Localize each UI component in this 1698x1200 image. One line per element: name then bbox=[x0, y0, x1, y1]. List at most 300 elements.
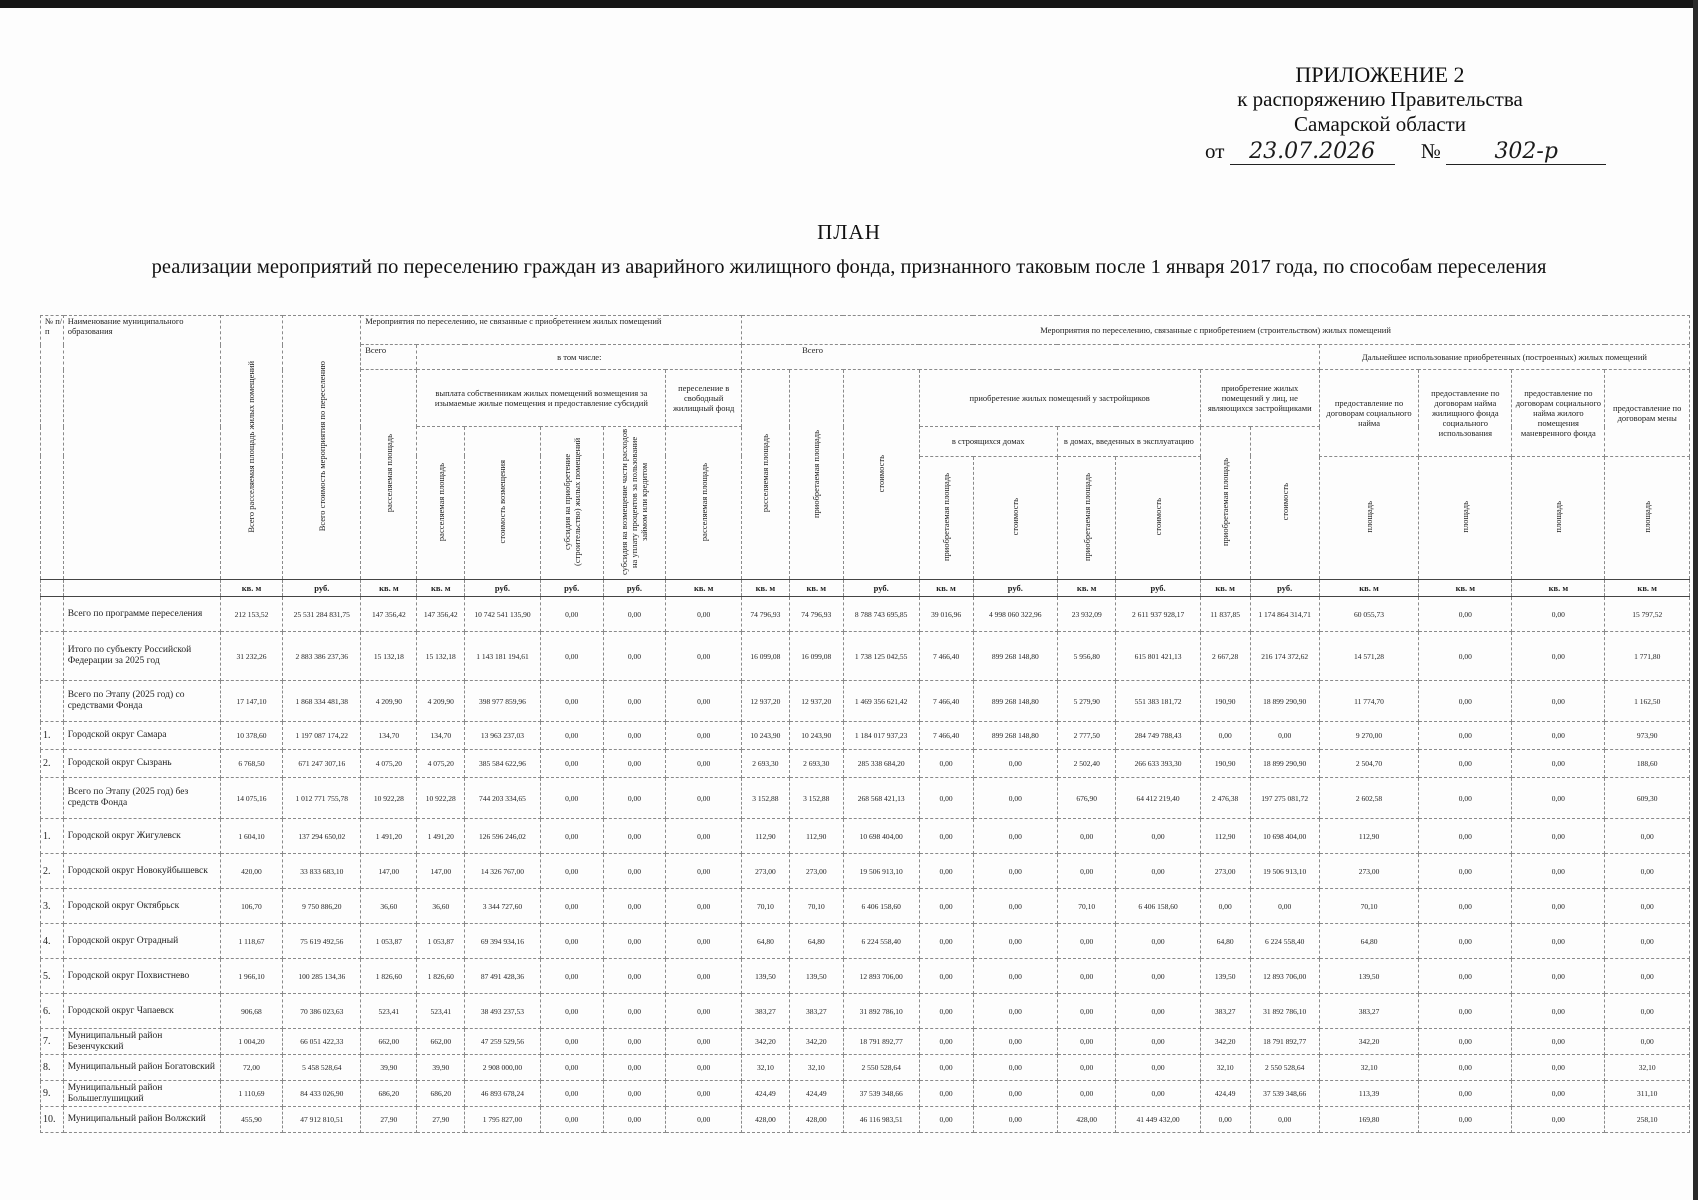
header-total-cost bbox=[283, 316, 361, 580]
unit-cell: руб. bbox=[540, 580, 603, 597]
value-cell: 1 469 356 621,42 bbox=[843, 681, 919, 722]
value-cell: 3 344 727,60 bbox=[465, 889, 541, 924]
header-buy-nondevelopers: приобретение жилых помещений у лиц, не являющихся застройщиками bbox=[1200, 370, 1319, 427]
value-cell: 0,00 bbox=[1605, 994, 1690, 1029]
value-cell: 112,90 bbox=[789, 819, 843, 854]
value-cell: 0,00 bbox=[1200, 889, 1250, 924]
header-resettled-area-1-text: расселяемая площадь bbox=[383, 434, 394, 513]
value-cell: 273,00 bbox=[1319, 854, 1419, 889]
value-cell: 32,10 bbox=[1605, 1055, 1690, 1081]
header-social-lease: предоставление по договорам социального найма bbox=[1319, 370, 1419, 457]
value-cell: 0,00 bbox=[1200, 1107, 1250, 1133]
value-cell: 0,00 bbox=[666, 597, 742, 632]
value-cell: 18 899 290,90 bbox=[1250, 750, 1319, 778]
header-cost-4-text: стоимость bbox=[1279, 483, 1290, 521]
value-cell: 6 406 158,60 bbox=[1116, 889, 1200, 924]
value-cell: 1 053,87 bbox=[361, 924, 417, 959]
value-cell: 2 693,30 bbox=[742, 750, 790, 778]
scan-top-border bbox=[0, 0, 1698, 8]
value-cell: 1 826,60 bbox=[417, 959, 465, 994]
value-cell: 662,00 bbox=[417, 1029, 465, 1055]
value-cell: 84 433 026,90 bbox=[283, 1081, 361, 1107]
value-cell: 10 243,90 bbox=[742, 722, 790, 750]
value-cell: 113,39 bbox=[1319, 1081, 1419, 1107]
value-cell: 0,00 bbox=[1512, 681, 1605, 722]
value-cell: 0,00 bbox=[1605, 854, 1690, 889]
value-cell: 0,00 bbox=[1419, 924, 1512, 959]
value-cell: 424,49 bbox=[1200, 1081, 1250, 1107]
value-cell: 0,00 bbox=[1419, 778, 1512, 819]
unit-cell: руб. bbox=[1250, 580, 1319, 597]
value-cell: 18 791 892,77 bbox=[1250, 1029, 1319, 1055]
value-cell: 268 568 421,13 bbox=[843, 778, 919, 819]
value-cell: 74 796,93 bbox=[742, 597, 790, 632]
value-cell: 0,00 bbox=[666, 778, 742, 819]
value-cell: 0,00 bbox=[1512, 819, 1605, 854]
value-cell: 1 143 181 194,61 bbox=[465, 632, 541, 681]
value-cell: 7 466,40 bbox=[919, 681, 973, 722]
unit-cell: руб. bbox=[973, 580, 1057, 597]
value-cell: 37 539 348,66 bbox=[843, 1081, 919, 1107]
value-cell: 15 132,18 bbox=[361, 632, 417, 681]
value-cell: 139,50 bbox=[789, 959, 843, 994]
value-cell: 615 801 421,13 bbox=[1116, 632, 1200, 681]
value-cell: 0,00 bbox=[666, 1081, 742, 1107]
value-cell: 8 788 743 695,85 bbox=[843, 597, 919, 632]
value-cell: 0,00 bbox=[973, 854, 1057, 889]
value-cell: 1 110,69 bbox=[220, 1081, 283, 1107]
value-cell: 1 966,10 bbox=[220, 959, 283, 994]
value-cell: 0,00 bbox=[540, 750, 603, 778]
value-cell: 0,00 bbox=[919, 1029, 973, 1055]
value-cell: 383,27 bbox=[789, 994, 843, 1029]
value-cell: 1 795 827,00 bbox=[465, 1107, 541, 1133]
appendix-date-number bbox=[1150, 139, 1610, 165]
value-cell: 0,00 bbox=[973, 959, 1057, 994]
value-cell: 1 004,20 bbox=[220, 1029, 283, 1055]
value-cell: 383,27 bbox=[1200, 994, 1250, 1029]
header-cost-3 bbox=[1116, 456, 1200, 579]
value-cell: 4 075,20 bbox=[361, 750, 417, 778]
value-cell: 19 506 913,10 bbox=[843, 854, 919, 889]
unit-cell-empty bbox=[41, 580, 64, 597]
value-cell: 0,00 bbox=[603, 722, 666, 750]
value-cell: 0,00 bbox=[973, 778, 1057, 819]
value-cell: 0,00 bbox=[1605, 959, 1690, 994]
value-cell: 64,80 bbox=[742, 924, 790, 959]
value-cell: 10 378,60 bbox=[220, 722, 283, 750]
row-number bbox=[41, 632, 64, 681]
value-cell: 0,00 bbox=[1116, 924, 1200, 959]
value-cell: 0,00 bbox=[1419, 597, 1512, 632]
value-cell: 0,00 bbox=[1419, 1055, 1512, 1081]
appendix-line2: Самарской области bbox=[1294, 112, 1466, 136]
header-area-2 bbox=[1419, 456, 1512, 579]
row-name: Муниципальный район Безенчукский bbox=[63, 1029, 220, 1055]
value-cell: 428,00 bbox=[789, 1107, 843, 1133]
value-cell: 1 604,10 bbox=[220, 819, 283, 854]
value-cell: 0,00 bbox=[603, 889, 666, 924]
value-cell: 0,00 bbox=[1116, 1029, 1200, 1055]
table-row bbox=[41, 959, 1690, 994]
value-cell: 0,00 bbox=[540, 1055, 603, 1081]
value-cell: 0,00 bbox=[1419, 994, 1512, 1029]
value-cell: 212 153,52 bbox=[220, 597, 283, 632]
row-number: 10. bbox=[41, 1107, 64, 1133]
value-cell: 609,30 bbox=[1605, 778, 1690, 819]
value-cell: 0,00 bbox=[540, 778, 603, 819]
row-number: 2. bbox=[41, 750, 64, 778]
value-cell: 2 777,50 bbox=[1057, 722, 1115, 750]
unit-cell: кв. м bbox=[417, 580, 465, 597]
value-cell: 197 275 081,72 bbox=[1250, 778, 1319, 819]
value-cell: 523,41 bbox=[417, 994, 465, 1029]
value-cell: 32,10 bbox=[742, 1055, 790, 1081]
value-cell: 190,90 bbox=[1200, 750, 1250, 778]
table-row bbox=[41, 1107, 1690, 1133]
value-cell: 0,00 bbox=[919, 994, 973, 1029]
value-cell: 64 412 219,40 bbox=[1116, 778, 1200, 819]
header-acquired-area-4-text: приобретаемая площадь bbox=[1220, 458, 1231, 546]
handwritten-date: 23.07.2026 bbox=[1230, 139, 1395, 165]
value-cell: 0,00 bbox=[919, 959, 973, 994]
header-acquired-area-1-text: приобретаемая площадь bbox=[811, 429, 822, 518]
value-cell: 64,80 bbox=[1319, 924, 1419, 959]
value-cell: 1 184 017 937,23 bbox=[843, 722, 919, 750]
value-cell: 428,00 bbox=[1057, 1107, 1115, 1133]
value-cell: 0,00 bbox=[973, 889, 1057, 924]
value-cell: 0,00 bbox=[1116, 819, 1200, 854]
header-acquired-area-2 bbox=[919, 456, 973, 579]
value-cell: 0,00 bbox=[666, 854, 742, 889]
value-cell: 0,00 bbox=[1200, 722, 1250, 750]
value-cell: 0,00 bbox=[1057, 994, 1115, 1029]
value-cell: 428,00 bbox=[742, 1107, 790, 1133]
value-cell: 899 268 148,80 bbox=[973, 722, 1057, 750]
table-row bbox=[41, 750, 1690, 778]
value-cell: 0,00 bbox=[603, 1081, 666, 1107]
value-cell: 38 493 237,53 bbox=[465, 994, 541, 1029]
value-cell: 32,10 bbox=[1319, 1055, 1419, 1081]
row-number: 6. bbox=[41, 994, 64, 1029]
value-cell: 0,00 bbox=[603, 994, 666, 1029]
value-cell: 0,00 bbox=[603, 854, 666, 889]
value-cell: 112,90 bbox=[742, 819, 790, 854]
value-cell: 385 584 622,96 bbox=[465, 750, 541, 778]
value-cell: 139,50 bbox=[1200, 959, 1250, 994]
date-prefix: от bbox=[1205, 139, 1225, 163]
value-cell: 0,00 bbox=[666, 1029, 742, 1055]
value-cell: 0,00 bbox=[603, 1107, 666, 1133]
value-cell: 0,00 bbox=[1250, 1107, 1319, 1133]
row-name: Всего по Этапу (2025 год) без средств Фонда bbox=[63, 778, 220, 819]
value-cell: 0,00 bbox=[1419, 854, 1512, 889]
value-cell: 0,00 bbox=[540, 854, 603, 889]
value-cell: 906,68 bbox=[220, 994, 283, 1029]
value-cell: 188,60 bbox=[1605, 750, 1690, 778]
value-cell: 7 466,40 bbox=[919, 632, 973, 681]
row-number: 4. bbox=[41, 924, 64, 959]
value-cell: 64,80 bbox=[1200, 924, 1250, 959]
value-cell: 0,00 bbox=[1057, 959, 1115, 994]
value-cell: 69 394 934,16 bbox=[465, 924, 541, 959]
value-cell: 2 504,70 bbox=[1319, 750, 1419, 778]
value-cell: 10 742 541 135,90 bbox=[465, 597, 541, 632]
value-cell: 0,00 bbox=[1116, 994, 1200, 1029]
value-cell: 284 749 788,43 bbox=[1116, 722, 1200, 750]
value-cell: 0,00 bbox=[540, 819, 603, 854]
table-row bbox=[41, 1055, 1690, 1081]
header-cost-1-text: стоимость bbox=[876, 454, 887, 493]
header-cost-2 bbox=[973, 456, 1057, 579]
unit-cell: кв. м bbox=[742, 580, 790, 597]
header-num: № п/п bbox=[41, 316, 64, 580]
value-cell: 273,00 bbox=[1200, 854, 1250, 889]
unit-cell: кв. м bbox=[789, 580, 843, 597]
appendix-line1: к распоряжению Правительства bbox=[1237, 87, 1523, 111]
value-cell: 342,20 bbox=[1319, 1029, 1419, 1055]
value-cell: 0,00 bbox=[603, 750, 666, 778]
value-cell: 2 667,28 bbox=[1200, 632, 1250, 681]
value-cell: 0,00 bbox=[540, 994, 603, 1029]
value-cell: 0,00 bbox=[1057, 1081, 1115, 1107]
value-cell: 216 174 372,62 bbox=[1250, 632, 1319, 681]
value-cell: 0,00 bbox=[666, 889, 742, 924]
value-cell: 0,00 bbox=[1419, 889, 1512, 924]
unit-cell: руб. bbox=[843, 580, 919, 597]
value-cell: 0,00 bbox=[1057, 1055, 1115, 1081]
value-cell: 2 550 528,64 bbox=[1250, 1055, 1319, 1081]
table-body bbox=[41, 597, 1690, 1133]
value-cell: 6 224 558,40 bbox=[843, 924, 919, 959]
header-acquired-area-1 bbox=[789, 370, 843, 580]
row-name: Городской округ Жигулевск bbox=[63, 819, 220, 854]
value-cell: 31 892 786,10 bbox=[843, 994, 919, 1029]
value-cell: 0,00 bbox=[603, 778, 666, 819]
header-cost-2-text: стоимость bbox=[1010, 498, 1021, 536]
value-cell: 0,00 bbox=[1512, 632, 1605, 681]
value-cell: 0,00 bbox=[973, 924, 1057, 959]
header-payout: выплата собственникам жилых помещений возмещения за изымаемые жилые помещения и предоставление субсидий bbox=[417, 370, 666, 427]
value-cell: 112,90 bbox=[1200, 819, 1250, 854]
value-cell: 0,00 bbox=[1419, 632, 1512, 681]
value-cell: 0,00 bbox=[1116, 1081, 1200, 1107]
value-cell: 0,00 bbox=[919, 778, 973, 819]
value-cell: 2 602,58 bbox=[1319, 778, 1419, 819]
table-row bbox=[41, 994, 1690, 1029]
header-resettled-area-2 bbox=[417, 427, 465, 580]
table-row bbox=[41, 854, 1690, 889]
header-total-cost-text: Всего стоимость мероприятия по переселению bbox=[316, 361, 327, 532]
value-cell: 39,90 bbox=[361, 1055, 417, 1081]
row-name: Муниципальный район Богатовский bbox=[63, 1055, 220, 1081]
value-cell: 12 937,20 bbox=[789, 681, 843, 722]
value-cell: 0,00 bbox=[973, 819, 1057, 854]
value-cell: 27,90 bbox=[417, 1107, 465, 1133]
value-cell: 0,00 bbox=[603, 819, 666, 854]
header-in-building: в строящихся домах bbox=[919, 427, 1057, 457]
header-subsidy-buy bbox=[540, 427, 603, 580]
value-cell: 31 232,26 bbox=[220, 632, 283, 681]
value-cell: 424,49 bbox=[742, 1081, 790, 1107]
value-cell: 0,00 bbox=[1512, 924, 1605, 959]
appendix-block bbox=[1150, 62, 1610, 165]
value-cell: 11 837,85 bbox=[1200, 597, 1250, 632]
value-cell: 74 796,93 bbox=[789, 597, 843, 632]
value-cell: 0,00 bbox=[1512, 994, 1605, 1029]
value-cell: 112,90 bbox=[1319, 819, 1419, 854]
header-resettled-area-2-text: расселяемая площадь bbox=[435, 462, 446, 542]
table-row bbox=[41, 681, 1690, 722]
value-cell: 19 506 913,10 bbox=[1250, 854, 1319, 889]
value-cell: 383,27 bbox=[1319, 994, 1419, 1029]
value-cell: 147,00 bbox=[417, 854, 465, 889]
header-buy-developers: приобретение жилых помещений у застройщиков bbox=[919, 370, 1200, 427]
resettlement-plan-table bbox=[40, 315, 1690, 1133]
value-cell: 0,00 bbox=[603, 632, 666, 681]
header-cost-4 bbox=[1250, 427, 1319, 580]
value-cell: 0,00 bbox=[1512, 1029, 1605, 1055]
unit-cell: кв. м bbox=[919, 580, 973, 597]
value-cell: 0,00 bbox=[1419, 819, 1512, 854]
value-cell: 46 116 983,51 bbox=[843, 1107, 919, 1133]
header-acquired-area-3-text: приобретаемая площадь bbox=[1081, 472, 1092, 561]
value-cell: 0,00 bbox=[603, 597, 666, 632]
value-cell: 686,20 bbox=[361, 1081, 417, 1107]
header-area-1-text: площадь bbox=[1364, 501, 1375, 533]
value-cell: 0,00 bbox=[540, 924, 603, 959]
unit-cell: кв. м bbox=[1319, 580, 1419, 597]
value-cell: 2 502,40 bbox=[1057, 750, 1115, 778]
value-cell: 39,90 bbox=[417, 1055, 465, 1081]
value-cell: 2 550 528,64 bbox=[843, 1055, 919, 1081]
value-cell: 0,00 bbox=[666, 722, 742, 750]
value-cell: 2 883 386 237,36 bbox=[283, 632, 361, 681]
value-cell: 17 147,10 bbox=[220, 681, 283, 722]
value-cell: 190,90 bbox=[1200, 681, 1250, 722]
plan-subtitle: реализации мероприятий по переселению граждан из аварийного жилищного фонда, признанного таковым после 1 января 2017 года, по способам переселения bbox=[151, 256, 1547, 278]
value-cell: 3 152,88 bbox=[789, 778, 843, 819]
header-area-1 bbox=[1319, 456, 1419, 579]
value-cell: 676,90 bbox=[1057, 778, 1115, 819]
value-cell: 37 539 348,66 bbox=[1250, 1081, 1319, 1107]
value-cell: 0,00 bbox=[1116, 959, 1200, 994]
value-cell: 4 998 060 322,96 bbox=[973, 597, 1057, 632]
header-total-area-text: Всего расселяемая площадь жилых помещений bbox=[246, 360, 257, 533]
value-cell: 0,00 bbox=[973, 750, 1057, 778]
value-cell: 72,00 bbox=[220, 1055, 283, 1081]
value-cell: 0,00 bbox=[540, 1107, 603, 1133]
value-cell: 10 922,28 bbox=[361, 778, 417, 819]
value-cell: 0,00 bbox=[540, 889, 603, 924]
unit-cell: руб. bbox=[1116, 580, 1200, 597]
value-cell: 899 268 148,80 bbox=[973, 632, 1057, 681]
value-cell: 0,00 bbox=[919, 924, 973, 959]
header-area-3 bbox=[1512, 456, 1605, 579]
value-cell: 10 243,90 bbox=[789, 722, 843, 750]
row-number: 7. bbox=[41, 1029, 64, 1055]
value-cell: 70,10 bbox=[1057, 889, 1115, 924]
value-cell: 0,00 bbox=[1250, 722, 1319, 750]
value-cell: 0,00 bbox=[666, 1055, 742, 1081]
value-cell: 11 774,70 bbox=[1319, 681, 1419, 722]
table-row bbox=[41, 722, 1690, 750]
header-cost-3-text: стоимость bbox=[1153, 498, 1164, 536]
value-cell: 0,00 bbox=[973, 994, 1057, 1029]
value-cell: 0,00 bbox=[919, 819, 973, 854]
value-cell: 0,00 bbox=[540, 681, 603, 722]
value-cell: 0,00 bbox=[540, 597, 603, 632]
value-cell: 671 247 307,16 bbox=[283, 750, 361, 778]
value-cell: 455,90 bbox=[220, 1107, 283, 1133]
value-cell: 2 908 000,00 bbox=[465, 1055, 541, 1081]
value-cell: 0,00 bbox=[919, 854, 973, 889]
header-social-use: предоставление по договорам найма жилищного фонда социального использования bbox=[1419, 370, 1512, 457]
value-cell: 14 075,16 bbox=[220, 778, 283, 819]
value-cell: 1 826,60 bbox=[361, 959, 417, 994]
header-area-4 bbox=[1605, 456, 1690, 579]
value-cell: 0,00 bbox=[1605, 889, 1690, 924]
value-cell: 0,00 bbox=[540, 1029, 603, 1055]
value-cell: 0,00 bbox=[666, 924, 742, 959]
value-cell: 169,80 bbox=[1319, 1107, 1419, 1133]
row-number: 1. bbox=[41, 819, 64, 854]
row-number: 5. bbox=[41, 959, 64, 994]
value-cell: 1 012 771 755,78 bbox=[283, 778, 361, 819]
row-number: 3. bbox=[41, 889, 64, 924]
value-cell: 100 285 134,36 bbox=[283, 959, 361, 994]
header-subsidy-interest bbox=[603, 427, 666, 580]
header-area-3-text: площадь bbox=[1553, 501, 1564, 533]
value-cell: 1 162,50 bbox=[1605, 681, 1690, 722]
value-cell: 0,00 bbox=[603, 959, 666, 994]
row-number: 8. bbox=[41, 1055, 64, 1081]
value-cell: 0,00 bbox=[1512, 854, 1605, 889]
value-cell: 5 458 528,64 bbox=[283, 1055, 361, 1081]
value-cell: 0,00 bbox=[540, 722, 603, 750]
value-cell: 0,00 bbox=[1057, 924, 1115, 959]
row-name: Городской округ Чапаевск bbox=[63, 994, 220, 1029]
header-acquired-area-4 bbox=[1200, 427, 1250, 580]
value-cell: 2 476,38 bbox=[1200, 778, 1250, 819]
value-cell: 523,41 bbox=[361, 994, 417, 1029]
row-name: Городской округ Октябрьск bbox=[63, 889, 220, 924]
value-cell: 0,00 bbox=[1605, 924, 1690, 959]
value-cell: 0,00 bbox=[1512, 1055, 1605, 1081]
header-resettled-area-1 bbox=[361, 370, 417, 580]
value-cell: 70,10 bbox=[742, 889, 790, 924]
value-cell: 0,00 bbox=[1057, 819, 1115, 854]
value-cell: 70,10 bbox=[789, 889, 843, 924]
header-resettle-free: переселение в свободный жилищный фонд bbox=[666, 370, 742, 427]
value-cell: 5 956,80 bbox=[1057, 632, 1115, 681]
value-cell: 39 016,96 bbox=[919, 597, 973, 632]
value-cell: 9 750 886,20 bbox=[283, 889, 361, 924]
value-cell: 0,00 bbox=[973, 1029, 1057, 1055]
value-cell: 147 356,42 bbox=[361, 597, 417, 632]
header-cost-1 bbox=[843, 370, 919, 580]
row-name: Городской округ Самара bbox=[63, 722, 220, 750]
value-cell: 973,90 bbox=[1605, 722, 1690, 750]
value-cell: 4 209,90 bbox=[417, 681, 465, 722]
header-name: Наименование муниципального образования bbox=[63, 316, 220, 580]
header-resettled-area-free bbox=[666, 427, 742, 580]
header-resettled-area-3 bbox=[742, 370, 790, 580]
header-exchange: предоставление по договорам мены bbox=[1605, 370, 1690, 457]
unit-cell: кв. м bbox=[361, 580, 417, 597]
header-group-related: Мероприятия по переселению, связанные с приобретением (строительством) жилых помещений bbox=[742, 316, 1690, 345]
value-cell: 0,00 bbox=[666, 819, 742, 854]
